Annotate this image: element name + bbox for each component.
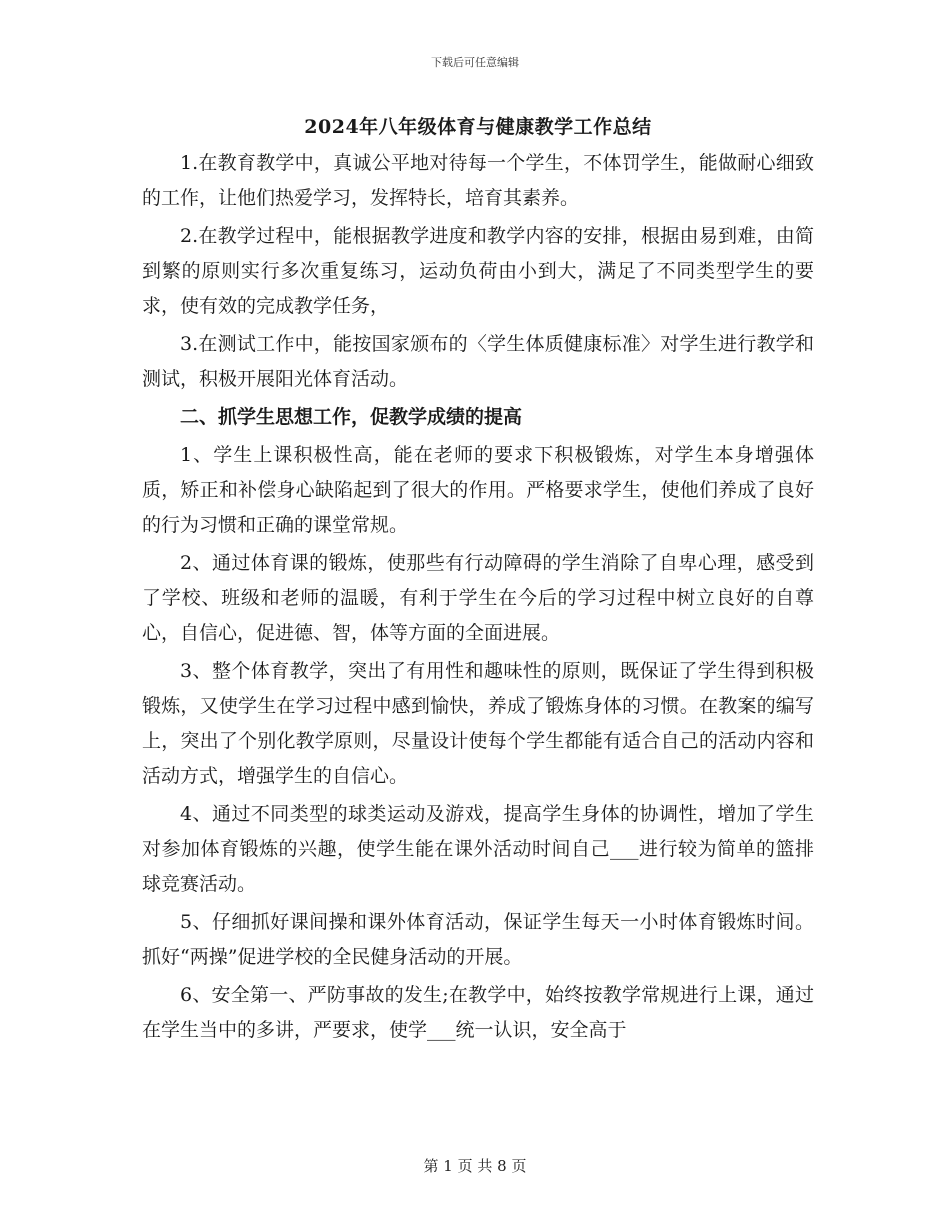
header-note: 下载后可任意编辑 xyxy=(431,56,519,69)
page-footer: 第 1 页 共 8 页 xyxy=(423,1157,527,1175)
paragraph: 2、通过体育课的锻炼，使那些有行动障碍的学生消除了自卑心理，感受到了学校、班级和老师的温暖，有利于学生在今后的学习过程中树立良好的自尊心，自信心，促进德、智，体等方面的全面进展。 xyxy=(142,552,814,644)
paragraph: 4、通过不同类型的球类运动及游戏，提高学生身体的协调性，增加了学生对参加体育锻炼的兴趣，使学生能在课外活动时间自己___进行较为简单的篮排球竞赛活动。 xyxy=(142,803,814,895)
section-heading: 二、抓学生思想工作，促教学成绩的提高 xyxy=(180,406,523,428)
paragraph: 3、整个体育教学，突出了有用性和趣味性的原则，既保证了学生得到积极锻炼，又使学生在学习过程中感到愉快，养成了锻炼身体的习惯。在教案的编写上，突出了个别化教学原则，尽量设计使每个学生都能有适合自己的活动内容和活动方式，增强学生的自信心。 xyxy=(142,660,814,787)
paragraph: 1、学生上课积极性高，能在老师的要求下积极锻炼，对学生本身增强体质，矫正和补偿身心缺陷起到了很大的作用。严格要求学生，使他们养成了良好的行为习惯和正确的课堂常规。 xyxy=(142,444,814,536)
paragraph: 5、仔细抓好课间操和课外体育活动，保证学生每天一小时体育锻炼时间。抓好“两操”促进学校的全民健身活动的开展。 xyxy=(142,911,814,968)
paragraph: 6、安全第一、严防事故的发生;在教学中，始终按教学常规进行上课，通过在学生当中的多讲，严要求，使学___统一认识，安全高于 xyxy=(142,984,814,1041)
paragraph: 3.在测试工作中，能按国家颁布的〈学生体质健康标准〉对学生进行教学和测试，积极开展阳光体育活动。 xyxy=(142,333,814,390)
document-body xyxy=(142,112,814,1051)
paragraph: 2.在教学过程中，能根据教学进度和教学内容的安排，根据由易到难，由简到繁的原则实行多次重复练习，运动负荷由小到大，满足了不同类型学生的要求，使有效的完成教学任务， xyxy=(142,225,814,317)
paragraph: 1.在教育教学中，真诚公平地对待每一个学生，不体罚学生，能做耐心细致的工作，让他们热爱学习，发挥特长，培育其素养。 xyxy=(142,152,814,209)
document-title: 2024年八年级体育与健康教学工作总结 xyxy=(304,116,652,138)
